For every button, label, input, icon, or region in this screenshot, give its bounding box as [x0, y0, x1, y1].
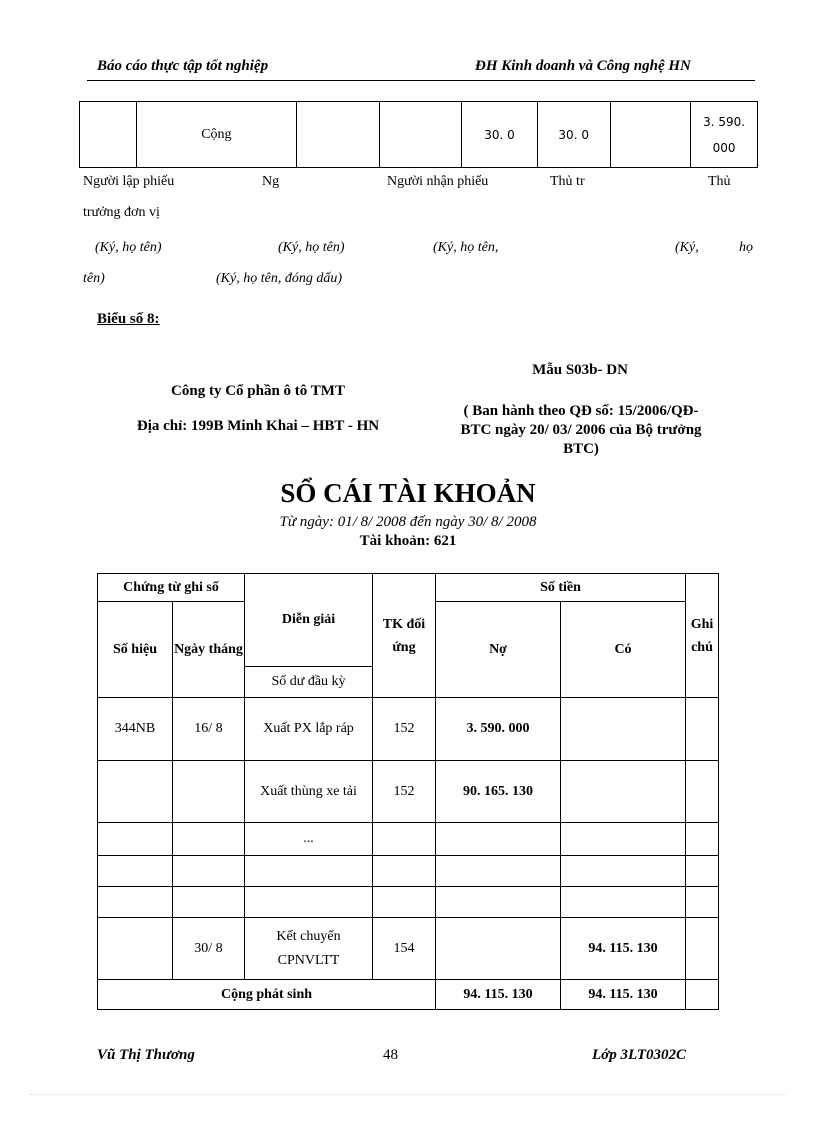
cell-debit	[436, 856, 561, 887]
cell-number: 344NB	[98, 698, 173, 761]
ledger-table	[97, 573, 719, 1010]
header-right: ĐH Kinh doanh và Công nghệ HN	[475, 58, 691, 74]
sig-receiver: Người nhận phiếu	[387, 174, 489, 189]
sig-preparer: Người lập phiếu	[83, 174, 175, 189]
footer-author: Vũ Thị Thương	[97, 1047, 195, 1063]
cell-description: ...	[245, 823, 373, 856]
cell-account: 152	[373, 761, 436, 823]
form-issued-line2: BTC ngày 20/ 03/ 2006 của Bộ trưởng	[460, 422, 702, 438]
sig-note-6: tên)	[83, 271, 105, 286]
total-debit: 94. 115. 130	[436, 980, 561, 1010]
cell-date	[173, 823, 245, 856]
cell-debit: 3. 590. 000	[436, 698, 561, 761]
col-credit: Có	[561, 602, 686, 698]
col-number: Số hiệu	[98, 602, 173, 698]
sig-note-4: (Ký,	[675, 240, 699, 255]
prev-qty1: 30. 0	[462, 102, 538, 168]
cell-number	[98, 887, 173, 918]
total-label: Cộng phát sinh	[98, 980, 436, 1010]
sig-note-1: (Ký, họ tên)	[95, 240, 162, 255]
cell-date	[173, 887, 245, 918]
cell-debit	[436, 823, 561, 856]
sig-note-7: (Ký, họ tên, đóng dấu)	[216, 271, 342, 286]
prev-qty2: 30. 0	[537, 102, 610, 168]
cell-account	[373, 823, 436, 856]
col-date: Ngày tháng	[173, 602, 245, 698]
form-issued-line3: BTC)	[563, 441, 599, 457]
sig-head: Thủ	[708, 174, 731, 189]
company-address: Địa chỉ: 199B Minh Khai – HBT - HN	[136, 418, 380, 434]
cell-account: 152	[373, 698, 436, 761]
cell-debit: 90. 165. 130	[436, 761, 561, 823]
col-note: Ghi chú	[686, 574, 719, 698]
cell-credit	[561, 698, 686, 761]
sig-head-unit: trưởng đơn vị	[83, 205, 160, 220]
sig-note-2: (Ký, họ tên)	[278, 240, 345, 255]
sig-storekeeper: Thủ tr	[550, 174, 585, 189]
section-label: Biểu số 8:	[97, 311, 160, 327]
header-rule	[87, 80, 755, 81]
col-voucher: Chứng từ ghi sổ	[98, 574, 245, 602]
prev-amount: 3. 590. 000	[691, 102, 758, 168]
table-row	[98, 823, 719, 856]
cell-description	[245, 856, 373, 887]
sig-note-3: (Ký, họ tên,	[433, 240, 499, 255]
total-row	[98, 980, 719, 1010]
cell-credit	[561, 856, 686, 887]
cell-description	[245, 887, 373, 918]
page-break-line	[30, 1094, 786, 1095]
cell-debit	[436, 887, 561, 918]
cell-credit: 94. 115. 130	[561, 918, 686, 980]
form-issued-line1: ( Ban hành theo QĐ số: 15/2006/QĐ-	[463, 403, 699, 419]
col-debit: Nợ	[436, 602, 561, 698]
sig-ng: Ng	[262, 174, 280, 189]
opening-balance: Số dư đầu kỳ	[245, 667, 373, 698]
cell-date	[173, 856, 245, 887]
col-description: Diễn giải	[245, 574, 373, 667]
cell-account: 154	[373, 918, 436, 980]
col-counter-account: TK đối ứng	[373, 574, 436, 698]
cell-description: Xuất PX lắp ráp	[245, 698, 373, 761]
total-credit: 94. 115. 130	[561, 980, 686, 1010]
cell-number	[98, 761, 173, 823]
form-issued	[428, 402, 734, 459]
cell-number	[98, 918, 173, 980]
cell-number	[98, 823, 173, 856]
table-row	[98, 698, 719, 761]
cell-account	[373, 887, 436, 918]
table-row	[98, 887, 719, 918]
ledger-period: Từ ngày: 01/ 8/ 2008 đến ngày 30/ 8/ 2008	[279, 514, 537, 530]
footer-class: Lớp 3LT0302C	[592, 1047, 687, 1063]
cell-date: 16/ 8	[173, 698, 245, 761]
ledger-title: SỔ CÁI TÀI KHOẢN	[280, 478, 536, 508]
cell-number	[98, 856, 173, 887]
cell-credit	[561, 823, 686, 856]
cell-date	[173, 761, 245, 823]
ledger-account: Tài khoản: 621	[359, 533, 457, 549]
prev-total-label: Cộng	[136, 102, 296, 168]
company-name: Công ty Cổ phần ô tô TMT	[171, 383, 345, 399]
cell-credit	[561, 887, 686, 918]
header-left: Báo cáo thực tập tốt nghiệp	[97, 58, 269, 74]
table-row	[98, 918, 719, 980]
cell-account	[373, 856, 436, 887]
cell-description: Xuất thùng xe tải	[245, 761, 373, 823]
sig-note-5: họ	[739, 240, 753, 255]
cell-description: Kết chuyển CPNVLTT	[245, 918, 373, 980]
col-amount: Số tiền	[436, 574, 686, 602]
cell-credit	[561, 761, 686, 823]
form-code: Mẫu S03b- DN	[532, 362, 628, 378]
footer-page-number: 48	[383, 1047, 398, 1063]
cell-date: 30/ 8	[173, 918, 245, 980]
cell-debit	[436, 918, 561, 980]
table-row	[98, 856, 719, 887]
table-row	[98, 761, 719, 823]
prev-table	[79, 101, 758, 168]
